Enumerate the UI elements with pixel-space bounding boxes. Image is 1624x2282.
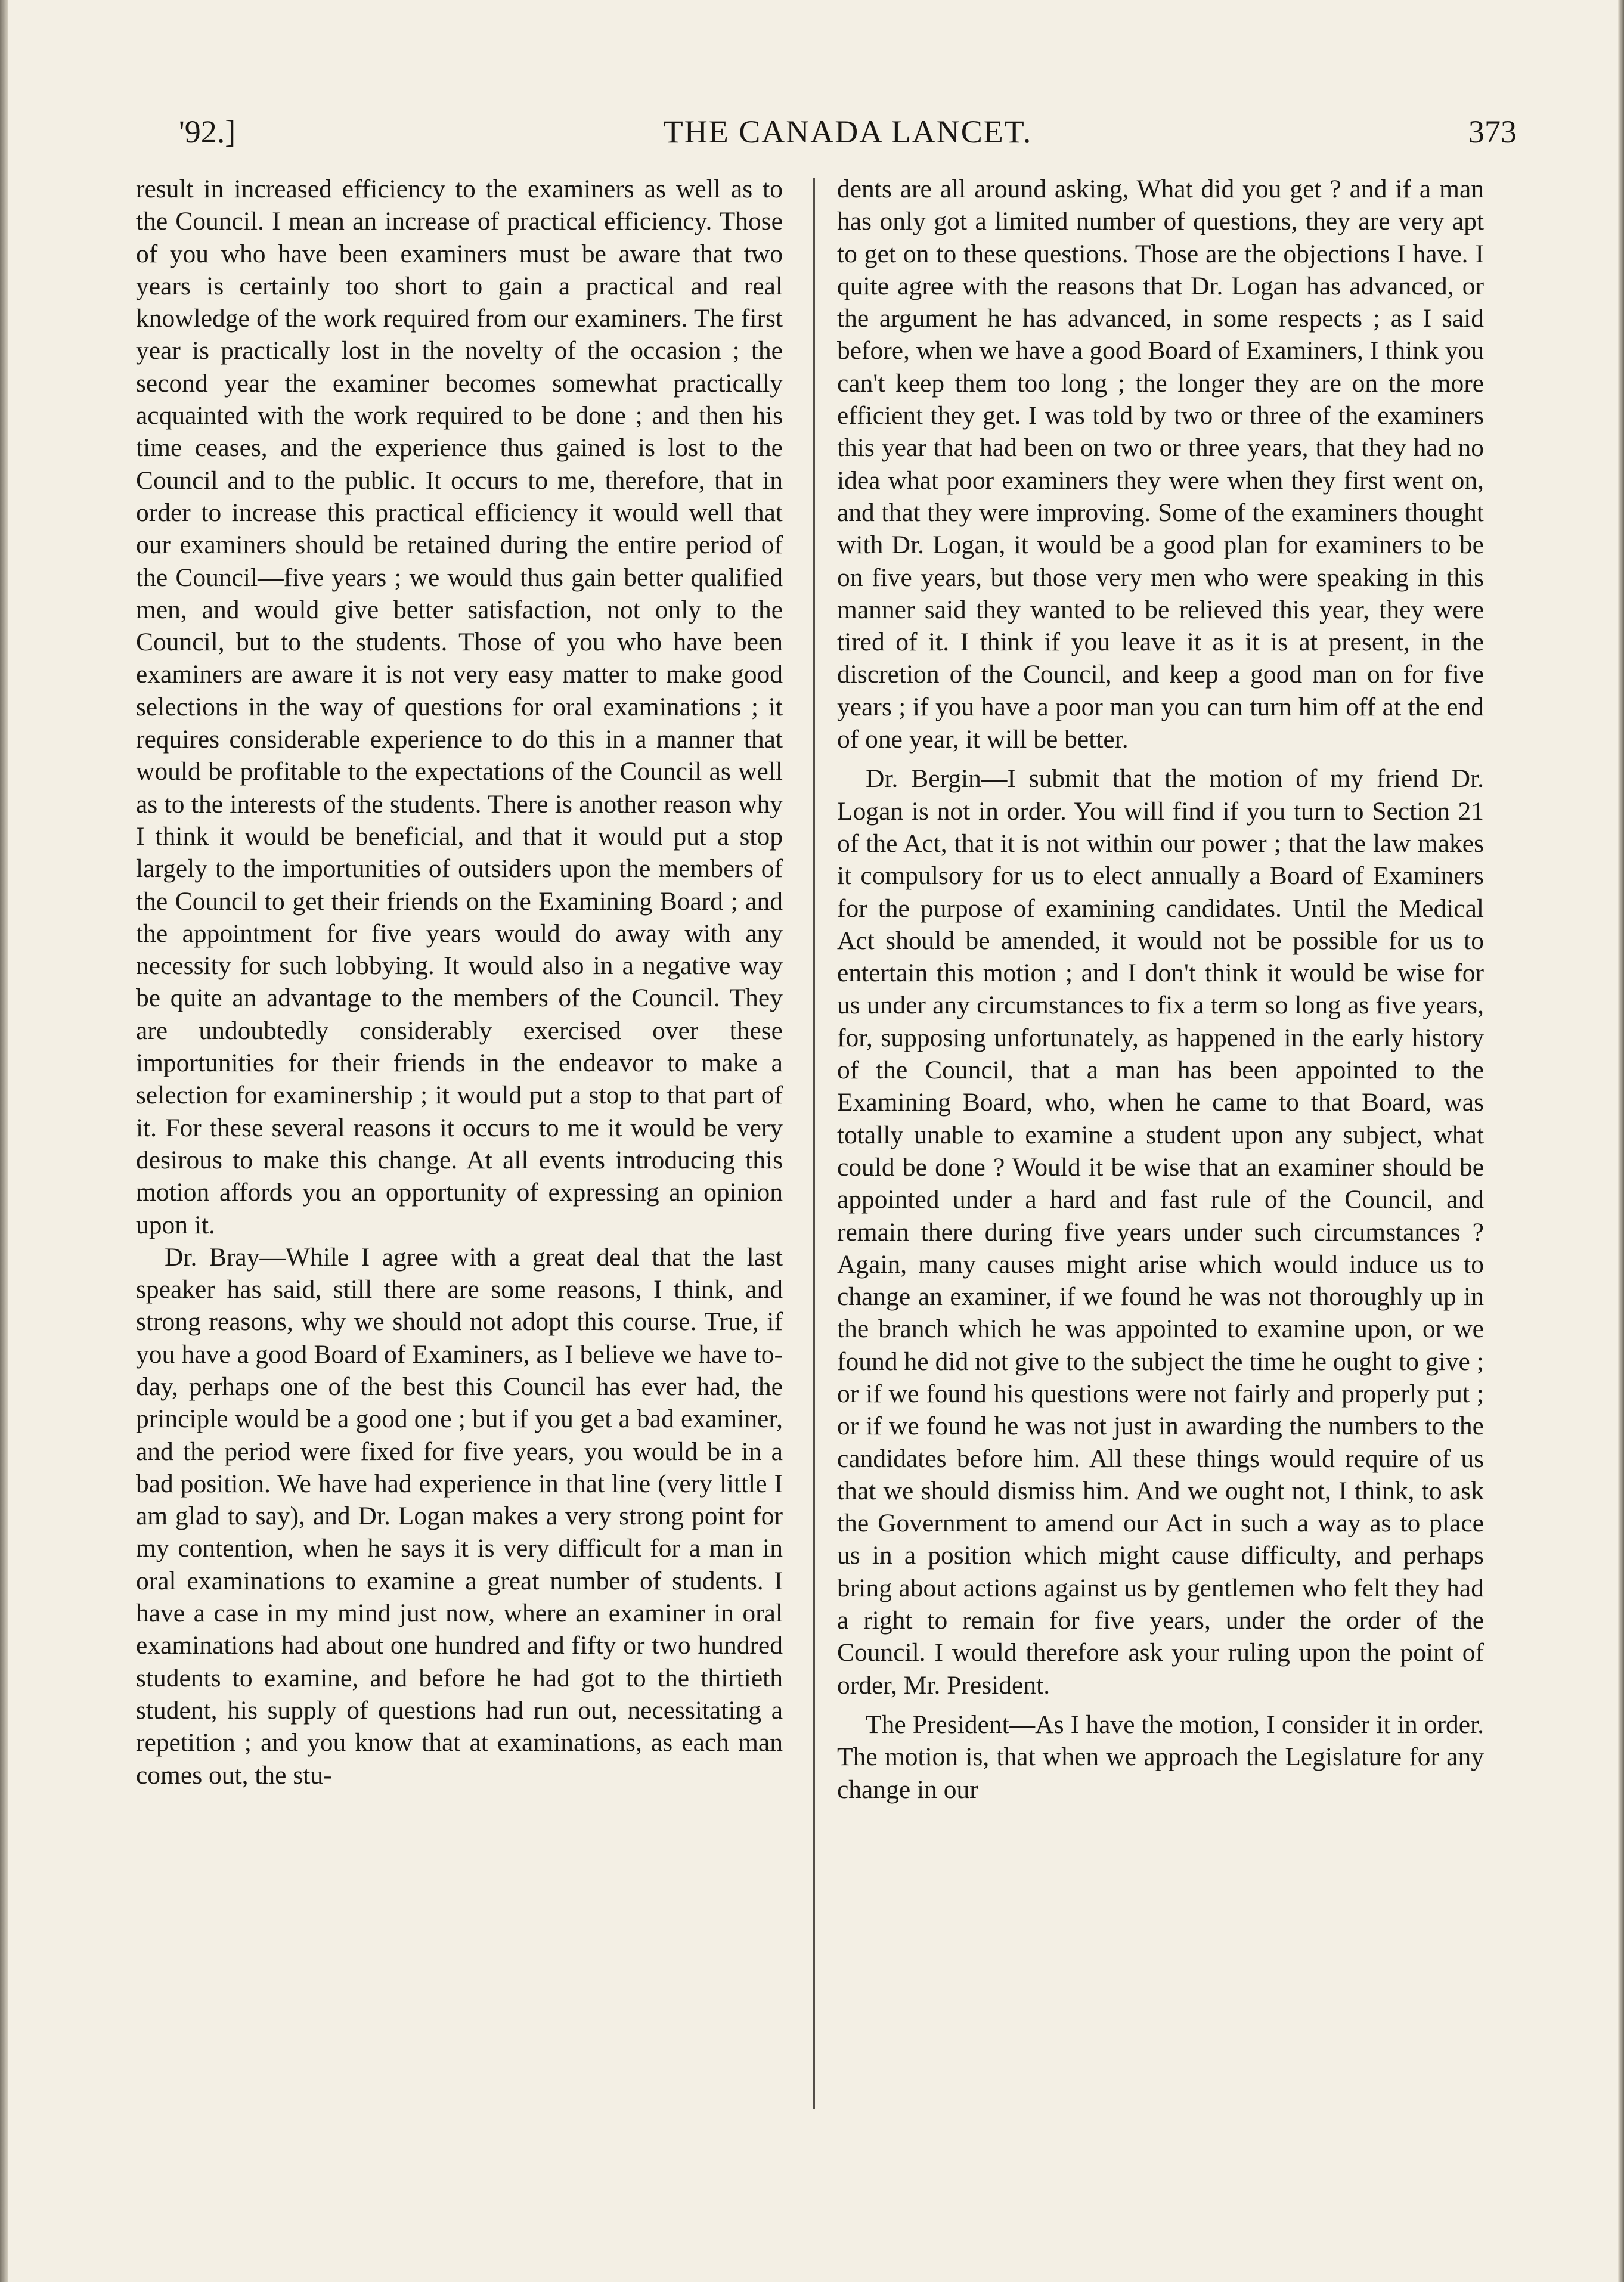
right-paragraph-3: The President—As I have the motion, I consider it in order. The motion is, that when we approach the Legislature for any change in our bbox=[837, 1710, 1484, 1804]
running-header bbox=[179, 101, 1517, 173]
page-edge-left bbox=[0, 0, 8, 2282]
left-paragraph-1: result in increased efficiency to the examiners as well as to the Council. I mean an increase of practical efficiency. Those of you who have been examiners must be aware that two years is certainly too short to gain a practical and real knowledge of the work required from our examiners. The first year is practically lost in the novelty of the occasion ; the second year the examiner becomes somewhat practically acquainted with the work required to be done ; and then his time ceases, and the experience thus gained is lost to the Council and to the public. It occurs to me, therefore, that in order to increase this practical efficiency it would well that our examiners should be retained during the entire period of the Council—five years ; we would thus gain better qualified men, and would give better satisfaction, not only to the Council, but to the students. Those of you who have been examiners are aware it is not very easy matter to make good selections in the way of questions for oral examinations ; it requires considerable experience to do this in a manner that would be profitable to the expectations of the Council as well as to the interests of the students. There is another reason why I think it would be beneficial, and that it would put a stop largely to the importunities of outsiders upon the members of the Council to get their friends on the Examining Board ; and the appointment for five years would do away with any necessity for such lobbying. It would also in a negative way be quite an advantage to the members of the Council. They are undoubtedly considerably exercised over these importunities for their friends in the endeavor to make a selection for examinership ; it would put a stop to that part of it. For these several reasons it occurs to me it would be very desirous to make this change. At all events introducing this motion affords you an opportunity of expressing an opinion upon it. bbox=[136, 175, 783, 1239]
right-paragraph-2: Dr. Bergin—I submit that the motion of my friend Dr. Logan is not in order. You will find if you turn to Section 21 of the Act, that it is not within our power ; that the law makes it compulsory for us to elect annually a Board of Examiners for the purpose of examining candidates. Until the Medical Act should be amended, it would not be possible for us to entertain this motion ; and I don't think it would be wise for us under any circumstances to fix a term so long as five years, for, supposing unfortunately, as happened in the early history of the Council, that a man has been appointed to the Examining Board, who, when he came to that Board, was totally unable to examine a student upon any subject, what could be done ? Would it be wise that an examiner should be appointed under a hard and fast rule of the Council, and remain there during five years under such circumstances ? Again, many causes might arise which would induce us to change an examiner, if we found he was not thoroughly up in the branch which he was appointed to examine upon, or we found he did not give to the subject the time he ought to give ; or if we found his questions were not fairly and properly put ; or if we found he was not just in awarding the numbers to the candidates before him. All these things would require of us that we should dismiss him. And we ought not, I think, to ask the Government to amend our Act in such a way as to place us in a position which might cause difficulty, and perhaps bring about actions against us by gentlemen who felt they had a right to remain for five years, under the order of the Council. I would therefore ask your ruling upon the point of order, Mr. President. bbox=[837, 764, 1484, 1700]
page-edge-right bbox=[1618, 0, 1624, 2282]
right-paragraph-1: dents are all around asking, What did you get ? and if a man has only got a limited number of questions, they are very apt to get on to these questions. Those are the objections I have. I quite agree with the reasons that Dr. Logan has advanced, or the argument he has advanced, in some respects ; as I said before, when we have a good Board of Examiners, I think you can't keep them too long ; the longer they are on the more efficient they get. I was told by two or three of the examiners this year that had been on two or three years, that they had no idea what poor examiners they were when they first went on, and that they were improving. Some of the examiners thought with Dr. Logan, it would be a good plan for examiners to be on five years, but those very men who were speaking in this manner said they wanted to be relieved this year, they were tired of it. I think if you leave it as it is at present, in the discretion of the Council, and keep a good man on for five years ; if you have a poor man you can turn him off at the end of one year, it will be better. bbox=[837, 175, 1484, 754]
page-number: 373 bbox=[1468, 114, 1517, 150]
left-paragraph-2: Dr. Bray—While I agree with a great deal that the last speaker has said, still there are some reasons, I think, and strong reasons, why we should not adopt this course. True, if you have a good Board of Examiners, as I believe we have to-day, perhaps one of the best this Council has ever had, the principle would be a good one ; but if you get a bad examiner, and the period were fixed for five years, you would be in a bad position. We have had experience in that line (very little I am glad to say), and Dr. Logan makes a very strong point for my contention, when he says it is very difficult for a man in oral examinations to examine a great number of students. I have a case in my mind just now, where an examiner in oral examinations had about one hundred and fifty or two hundred students to examine, and before he had got to the thirtieth student, his supply of questions had run out, necessitating a repetition ; and you know that at examinations, as each man comes out, the stu- bbox=[136, 1242, 783, 1790]
right-column bbox=[837, 173, 1484, 1806]
header-year: '92.] bbox=[179, 114, 236, 150]
journal-title: THE CANADA LANCET. bbox=[663, 114, 1033, 150]
left-column bbox=[136, 173, 783, 1791]
column-divider bbox=[813, 178, 815, 2109]
